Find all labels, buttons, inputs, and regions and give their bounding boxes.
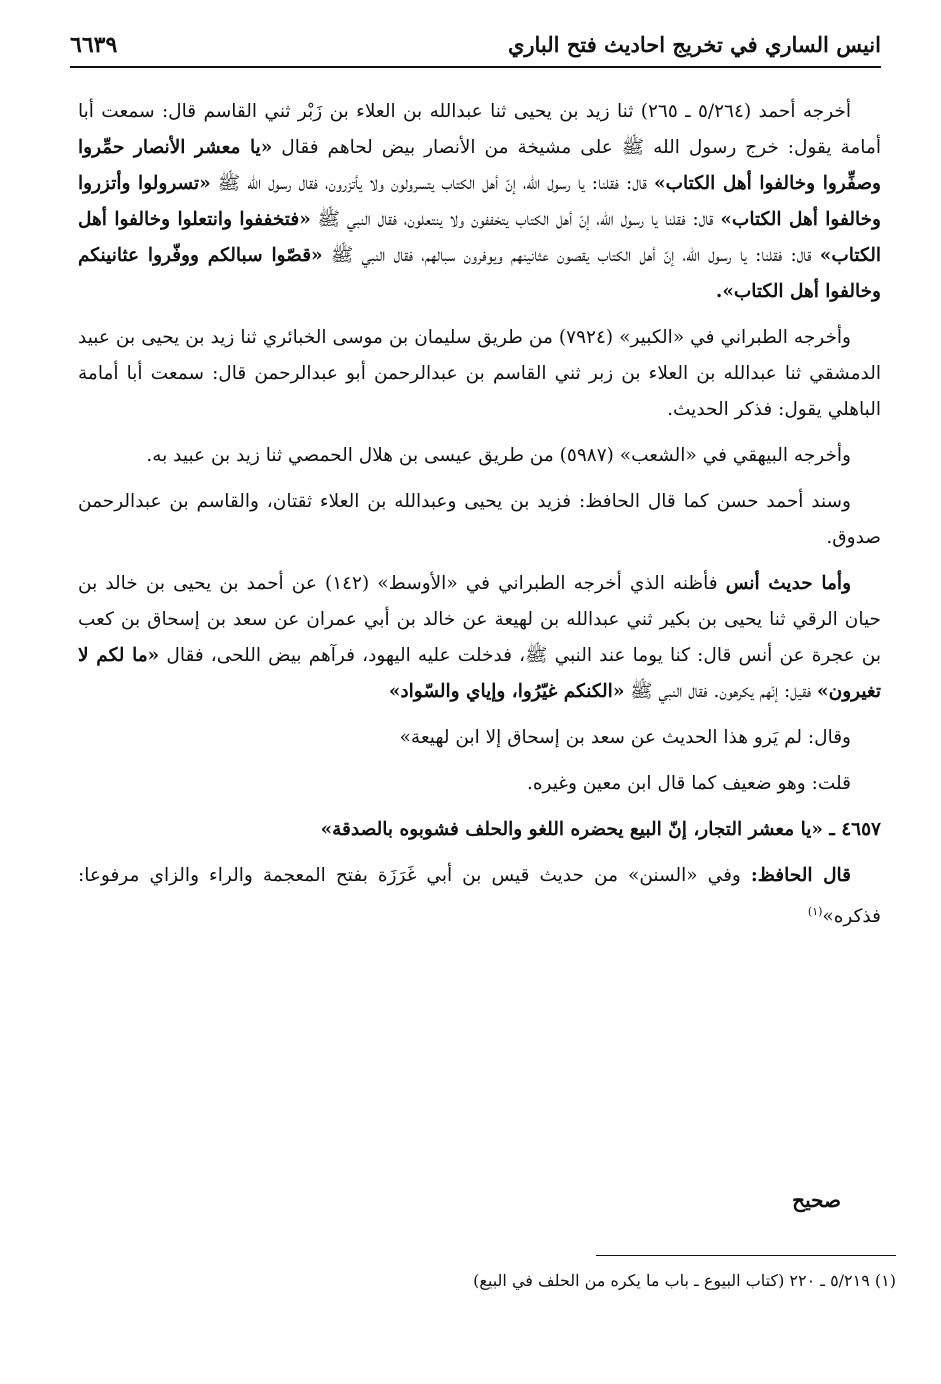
page-number: ٦٦٣٩ <box>70 32 118 58</box>
text-span: فأظنه الذي أخرجه الطبراني في «الأوسط» (١٤٢) عن أحمد بن يحيى بن خالد بن حيان الرقي ثنا يحيى بن بكير ثني عبدالله بن لهيعة عن خالد بن أبي عمران عن سعد بن إسحاق بن كعب بن عجرة عن أنس قال: كنا يوما عند النبي ﷺ، فدخلت عليه اليهود، فرآهم بيض اللحى، فقال <box>78 573 881 666</box>
text-span: وأخرجه الطبراني في «الكبير» (٧٩٢٤) من طريق سليمان بن موسى الخبائري ثنا زيد بن يحيى بن عبيد الدمشقي ثنا عبدالله بن العلاء بن زبر ثني القاسم بن عبدالرحمن أبو عبدالرحمن قال: سمعت أبا أمامة الباهلي يقول: فذكر الحديث. <box>78 327 881 420</box>
paragraph-bayhaqi <box>78 438 881 474</box>
text-span: وقال: لم يَرو هذا الحديث عن سعد بن إسحاق إلا ابن لهيعة» <box>399 727 851 748</box>
text-span: فقيل: إنّهم يكرهون. فقال النبي ﷺ <box>624 681 818 702</box>
text-span: قلت: وهو ضعيف كما قال ابن معين وغيره. <box>526 773 851 794</box>
paragraph-tabarani-remark <box>78 720 881 756</box>
paragraph-author-note <box>78 766 881 802</box>
bold-text-span: قال الحافظ: <box>750 865 851 886</box>
bold-text-span: «فتخففوا وانتعلوا وخالفوا أهل الكتاب» <box>78 209 881 266</box>
paragraph-tabarani <box>78 320 881 428</box>
text-span: وسند أحمد حسن كما قال الحافظ: فزيد بن يحيى وعبدالله بن العلاء ثقتان، والقاسم بن عبدالرحمن صدوق. <box>78 491 881 548</box>
paragraph-anas-hadith <box>78 566 881 710</box>
paragraph-hafiz-quote <box>78 858 881 935</box>
footnote-divider <box>596 1255 896 1256</box>
bold-text-span: «ما لكم لا تغيرون» <box>78 645 881 702</box>
bold-text-span: «يا معشر الأنصار حمِّروا وصفِّروا وخالفوا أهل الكتاب» <box>78 137 881 194</box>
text-span: أخرجه أحمد (٥/٢٦٤ ـ ٢٦٥) ثنا زيد بن يحيى ثنا عبدالله بن العلاء بن زَبْر ثني القاسم قال: سمعت أبا أمامة يقول: خرج رسول الله ﷺ على مشيخة من الأنصار بيض لحاهم فقال <box>78 101 881 158</box>
text-span: قال: فقلنا: يا رسول الله، إنّ أهل الكتاب يقصون عثانينهم ويوفرون سبالهم، فقال النبي ﷺ <box>322 245 820 266</box>
text-span: قال: فقلنا يا رسول الله، إنّ أهل الكتاب يتخففون ولا ينتعلون، فقال النبي ﷺ <box>310 209 721 230</box>
bold-text-span: «تسرولوا وأتزروا وخالفوا أهل الكتاب» <box>78 173 881 230</box>
bold-text-span: «الكنكم غيّرُوا، وإياي والسّواد» <box>388 681 625 702</box>
running-header <box>70 28 881 68</box>
footnote-marker: (١) <box>807 905 823 918</box>
text-span: وفي «السنن» من حديث قيس بن أبي غَرَزَة بفتح المعجمة والراء والزاي مرفوعا: فذكره» <box>78 865 881 928</box>
text-span: وأخرجه البيهقي في «الشعب» (٥٩٨٧) من طريق عيسى بن هلال الحمصي ثنا زيد بن عبيد به. <box>146 445 851 466</box>
main-text <box>78 94 881 935</box>
grading-label: صحيح <box>792 1188 841 1212</box>
paragraph-isnad-grade <box>78 484 881 556</box>
text-span: قال: فقلنا: يا رسول الله، إنّ أهل الكتاب يتسرولون ولا يأتزرون، فقال رسول الله ﷺ <box>210 173 655 194</box>
paragraph-ahmad <box>78 94 881 310</box>
book-title: انيس الساري في تخريج احاديث فتح الباري <box>507 32 881 57</box>
bold-text-span: وأما حديث أنس <box>725 573 851 594</box>
bold-text-span: ٤٦٥٧ ـ «يا معشر التجار، إنّ البيع يحضره اللغو والحلف فشوبوه بالصدقة» <box>320 819 881 840</box>
footnote: (١) ٥/٢١٩ ـ ٢٢٠ (كتاب البيوع ـ باب ما يكره من الحلف في البيع) <box>473 1271 896 1290</box>
hadith-heading-4657 <box>78 812 881 848</box>
bold-text-span: «قصّوا سبالكم ووفّروا عثانينكم وخالفوا أهل الكتاب». <box>78 245 881 302</box>
